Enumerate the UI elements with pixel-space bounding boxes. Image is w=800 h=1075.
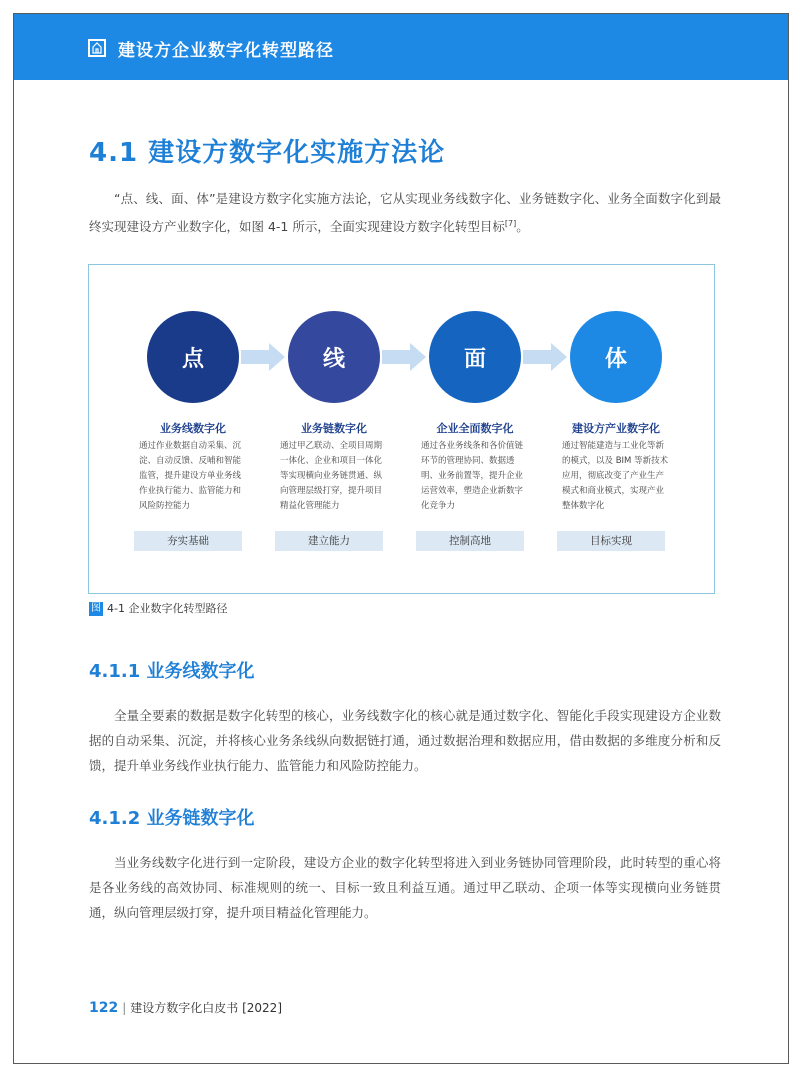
subsection-title-412: 4.1.2 业务链数字化 — [89, 808, 255, 829]
stage-description: 通过甲乙联动、全项目周期一体化、企业和项目一体化等实现横向业务链贯通、纵向管理层级打穿，提升项目精益化管理能力 — [280, 441, 383, 511]
footer-separator: | — [122, 1001, 127, 1015]
stage-description: 通过智能建造与工业化等新的模式，以及 BIM 等新技术应用，彻底改变了产业生产模式和商业模式，实现产业整体数字化 — [562, 441, 669, 511]
stage-circle: 面 — [429, 311, 521, 403]
page-footer — [89, 999, 282, 1016]
figure-caption-label: 图 — [91, 603, 101, 614]
stage-title: 企业全面数字化 — [436, 422, 514, 435]
arrow-right-icon — [241, 343, 285, 371]
page-header — [14, 14, 788, 80]
stage-tag: 控制高地 — [416, 531, 524, 551]
page — [13, 13, 789, 1064]
figure-caption: 4-1 企业数字化转型路径 — [107, 602, 228, 615]
stage-title: 业务线数字化 — [160, 422, 226, 435]
stage-circle: 体 — [570, 311, 662, 403]
citation-ref[interactable]: [7] — [504, 219, 517, 228]
book-title: 建设方数字化白皮书 [2022] — [130, 1001, 282, 1015]
stage-title: 建设方产业数字化 — [572, 422, 660, 435]
paragraph-412: 当业务线数字化进行到一定阶段，建设方企业的数字化转型将进入到业务链协同管理阶段，此时转型的重心将是各业务线的高效协同、标准规则的统一、目标一致且利益互通。通过甲乙联动、企项一体等实现横向业务链贯通，纵向管理层级打穿，提升项目精益化管理能力。 — [89, 855, 721, 920]
header-title: 建设方企业数字化转型路径 — [118, 41, 334, 61]
stage-tag: 夯实基础 — [134, 531, 242, 551]
stage-description: 通过作业数据自动采集、沉淀、自动反馈、反哺和智能监管，提升建设方单业务线作业执行能力、监管能力和风险防控能力 — [139, 441, 242, 511]
paragraph-411: 全量全要素的数据是数字化转型的核心，业务线数字化的核心就是通过数字化、智能化手段实现建设方企业数据的自动采集、沉淀，并将核心业务条线纵向数据链打通，通过数据治理和数据应用，借由数据的多维度分析和反馈，提升单业务线作业执行能力、监管能力和风险防控能力。 — [89, 708, 721, 773]
page-number: 122 — [89, 1000, 119, 1016]
subsection-title-411: 4.1.1 业务线数字化 — [89, 661, 255, 682]
section-title: 4.1 建设方数字化实施方法论 — [89, 138, 446, 168]
arrow-right-icon — [382, 343, 426, 371]
stage-title: 业务链数字化 — [301, 422, 367, 435]
intro-paragraph: “点、线、面、体”是建设方数字化实施方法论，它从实现业务线数字化、业务链数字化、业务全面数字化到最终实现建设方产业数字化，如图 4-1 所示，全面实现建设方数字化转型目标[7]。 — [89, 191, 721, 235]
stage-circle: 线 — [288, 311, 380, 403]
arrow-right-icon — [523, 343, 567, 371]
building-icon — [88, 39, 106, 57]
stage-tag: 建立能力 — [275, 531, 383, 551]
figure-4-1 — [88, 264, 715, 594]
stage-description: 通过各业务线条和各价值链环节的管理协同、数据透明、业务前置等，提升企业运营效率，塑造企业新数字化竞争力 — [421, 441, 524, 511]
stage-circle: 点 — [147, 311, 239, 403]
stage-tag: 目标实现 — [557, 531, 665, 551]
